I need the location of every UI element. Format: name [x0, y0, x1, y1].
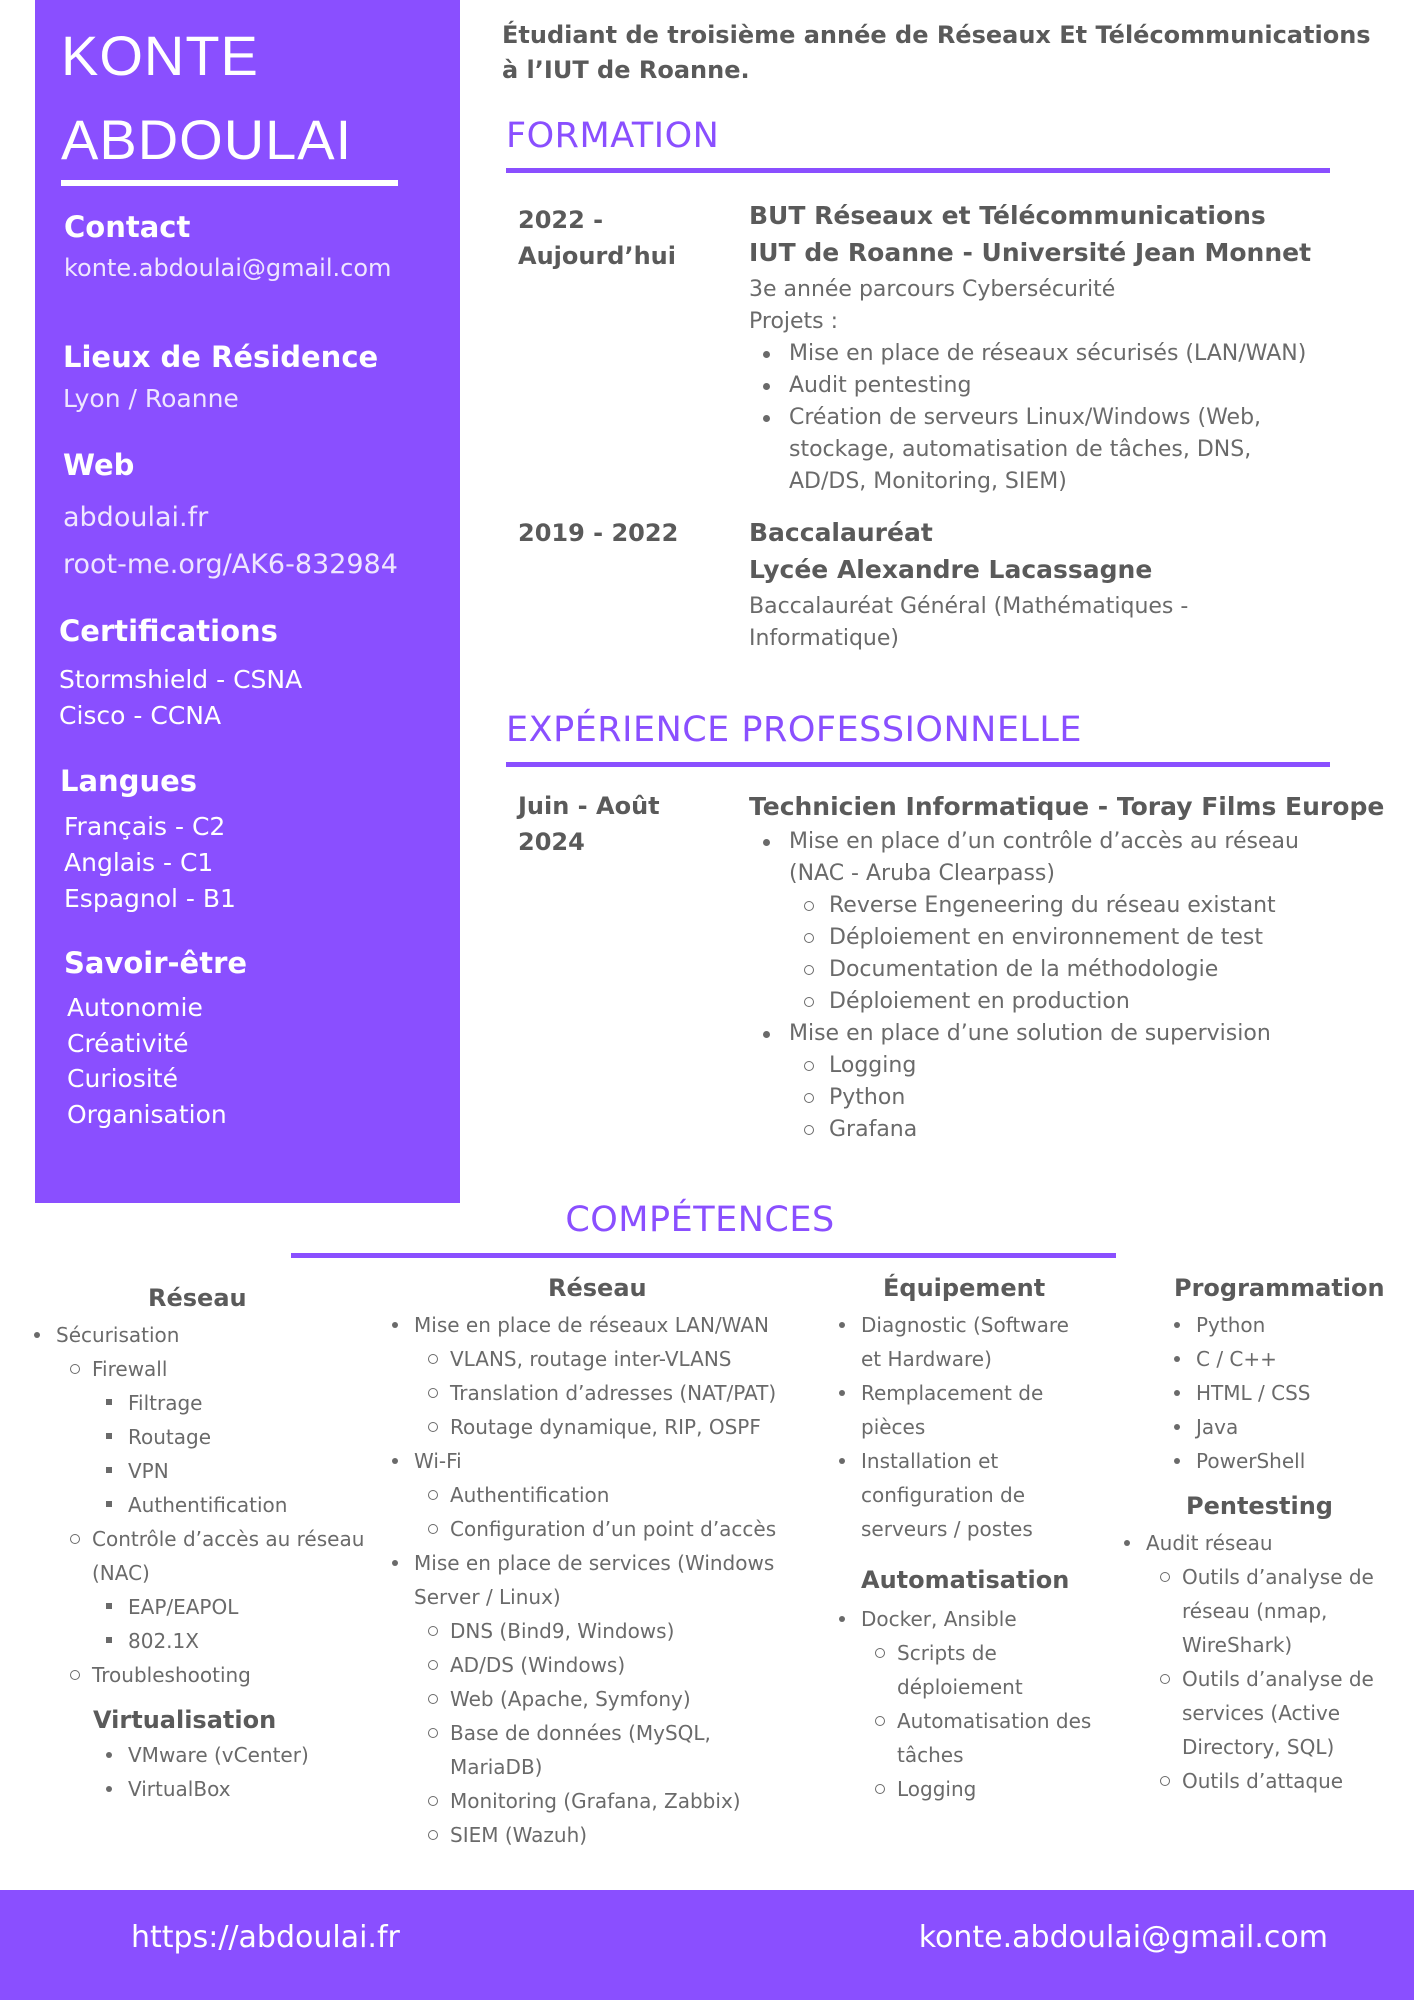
list-item [414, 1308, 806, 1444]
pentesting-title: Pentesting [1186, 1492, 1333, 1520]
list-item-text: Mise en place d’un contrôle d’accès au réseau (NAC - Aruba Clearpass) [789, 829, 1299, 886]
sub-list [450, 1342, 806, 1444]
formation-rule [506, 168, 1330, 173]
list-item-text: Wi-Fi [414, 1449, 462, 1473]
candidate-name [61, 14, 352, 182]
formation-entry-2 [749, 514, 1349, 655]
sub-list-item: Déploiement en environnement de test [829, 922, 1309, 954]
col-title: Réseau [548, 1274, 647, 1302]
sub-list [450, 1478, 806, 1546]
entry-desc: Baccalauréat Général (Mathématiques - Informatique) [749, 594, 1189, 651]
pentesting-list [1146, 1526, 1388, 1798]
list-item: Remplacement de pièces [861, 1376, 1091, 1444]
entry-school: Lycée Alexandre Lacassagne [749, 555, 1153, 584]
date-line: 2024 [518, 828, 585, 856]
footer-email-link[interactable]: konte.abdoulai@gmail.com [918, 1920, 1328, 1955]
skills-col-network-security [28, 1282, 368, 1806]
contact-title: Contact [64, 210, 191, 244]
sub-list-item: Translation d’adresses (NAT/PAT) [450, 1376, 806, 1410]
experience-bullets [789, 826, 1389, 1146]
sub-list-item: Outils d’attaque [1182, 1764, 1382, 1798]
automation-title: Automatisation [861, 1566, 1070, 1594]
name-line-2: ABDOULAI [61, 108, 353, 171]
list-item: Diagnostic (Software et Hardware) [861, 1308, 1091, 1376]
language-item: Espagnol - B1 [64, 884, 236, 913]
experience-rule [506, 762, 1330, 767]
sub-sub-list [128, 1590, 372, 1658]
language-item: Anglais - C1 [64, 848, 214, 877]
sub-list-item: Grafana [829, 1114, 1389, 1146]
virtualisation-title: Virtualisation [93, 1706, 277, 1734]
soft-skill-item: Créativité [67, 1029, 189, 1058]
language-item: Français - C2 [64, 812, 226, 841]
entry-desc: Projets : [749, 309, 839, 334]
sub-list-item: Web (Apache, Symfony) [450, 1682, 784, 1716]
sub-list-item: Logging [829, 1050, 1389, 1082]
sub-list-item: Outils d’analyse de services (Active Directory, SQL) [1182, 1662, 1382, 1764]
sub-list-item: Base de données (MySQL, MariaDB) [450, 1716, 784, 1784]
list-item [414, 1444, 806, 1546]
sub-sub-list-item: 802.1X [128, 1624, 372, 1658]
skills-list [414, 1308, 806, 1852]
sub-sub-list-item: Filtrage [128, 1386, 368, 1420]
sub-list-item: Reverse Engeneering du réseau existant [829, 890, 1309, 922]
sub-list [92, 1352, 368, 1692]
experience-heading: EXPÉRIENCE PROFESSIONNELLE [506, 710, 1083, 750]
list-item: C / C++ [1196, 1342, 1388, 1376]
list-item [861, 1602, 1093, 1806]
list-item-text: Sécurisation [56, 1323, 180, 1347]
skills-list [56, 1318, 368, 1692]
col-title: Programmation [1174, 1274, 1385, 1302]
sub-list-item: Automatisation des tâches [897, 1704, 1097, 1772]
sub-list [829, 890, 1309, 1018]
formation-heading: FORMATION [506, 116, 720, 156]
virtualisation-list [128, 1738, 368, 1806]
list-item-text: Mise en place d’une solution de supervision [789, 1021, 1271, 1046]
contact-email[interactable]: konte.abdoulai@gmail.com [64, 254, 392, 282]
sub-list-item: Routage dynamique, RIP, OSPF [450, 1410, 806, 1444]
skills-rule [291, 1253, 1116, 1258]
sub-list-item [92, 1352, 368, 1522]
sub-list-item: Logging [897, 1772, 1097, 1806]
sub-sub-list-item: EAP/EAPOL [128, 1590, 372, 1624]
list-item [1146, 1526, 1388, 1798]
date-line: Juin - Août [518, 792, 660, 820]
date-line: 2022 - [518, 206, 604, 234]
sub-list-item: Déploiement en production [829, 986, 1309, 1018]
residence-title: Lieux de Résidence [63, 340, 379, 374]
sub-list-item: Scripts de déploiement [897, 1636, 1097, 1704]
sub-list [1182, 1560, 1382, 1798]
web-link-rootme[interactable]: root-me.org/AK6-832984 [63, 549, 398, 580]
sub-list-item: Documentation de la méthodologie [829, 954, 1309, 986]
experience-date [518, 788, 660, 860]
sub-sub-list [128, 1386, 368, 1522]
sidebar [35, 0, 460, 1203]
list-item: HTML / CSS [1196, 1376, 1388, 1410]
date-line: Aujourd’hui [518, 242, 676, 270]
sub-list-item: VLANS, routage inter-VLANS [450, 1342, 806, 1376]
list-item: Installation et configuration de serveurs / postes [861, 1444, 1091, 1546]
list-item-text: Firewall [92, 1357, 168, 1381]
skills-heading: COMPÉTENCES [565, 1200, 835, 1240]
soft-skill-item: Curiosité [67, 1064, 178, 1093]
web-title: Web [63, 448, 135, 482]
list-item: Mise en place de réseaux sécurisés (LAN/WAN) [789, 338, 1349, 370]
sub-list [829, 1050, 1389, 1146]
name-divider [61, 180, 398, 186]
soft-skill-item: Autonomie [67, 993, 203, 1022]
list-item: Création de serveurs Linux/Windows (Web, stockage, automatisation de tâches, DNS, AD/DS, Monitoring, SIEM) [789, 402, 1269, 498]
sub-list-item: Outils d’analyse de réseau (nmap, WireShark) [1182, 1560, 1382, 1662]
sub-list-item: Troubleshooting [92, 1658, 368, 1692]
list-item-text: Mise en place de réseaux LAN/WAN [414, 1313, 769, 1337]
skills-list [861, 1308, 1091, 1546]
skills-col-programming [1118, 1272, 1388, 1798]
skills-col-network-services [386, 1272, 806, 1852]
list-item-text: Docker, Ansible [861, 1607, 1017, 1631]
sub-sub-list-item: Routage [128, 1420, 368, 1454]
sub-list-item: AD/DS (Windows) [450, 1648, 784, 1682]
sub-list-item: DNS (Bind9, Windows) [450, 1614, 784, 1648]
languages-title: Langues [60, 764, 198, 798]
skills-col-equipment [833, 1272, 1093, 1806]
footer-website-link[interactable]: https://abdoulai.fr [131, 1920, 400, 1955]
programming-list [1196, 1308, 1388, 1478]
col-title: Réseau [148, 1284, 247, 1312]
list-item-text: Contrôle d’accès au réseau (NAC) [92, 1527, 365, 1585]
list-item-text: Audit réseau [1146, 1531, 1273, 1555]
list-item: Java [1196, 1410, 1388, 1444]
sub-list-item: Monitoring (Grafana, Zabbix) [450, 1784, 784, 1818]
sub-sub-list-item: Authentification [128, 1488, 368, 1522]
list-item [789, 1018, 1389, 1146]
list-item: Audit pentesting [789, 370, 1349, 402]
sub-list-item: SIEM (Wazuh) [450, 1818, 784, 1852]
entry-title: Baccalauréat [749, 518, 933, 547]
cert-item: Cisco - CCNA [59, 701, 222, 730]
formation-entry-1 [749, 197, 1349, 498]
sub-list-item: Configuration d’un point d’accès [450, 1512, 806, 1546]
automation-list [861, 1602, 1093, 1806]
col-title: Équipement [883, 1274, 1046, 1302]
sub-list [897, 1636, 1097, 1806]
list-item [56, 1318, 368, 1692]
list-item: PowerShell [1196, 1444, 1388, 1478]
certifications-title: Certifications [59, 614, 278, 648]
footer [0, 1890, 1414, 2000]
sub-sub-list-item: VPN [128, 1454, 368, 1488]
entry-bullets [789, 338, 1349, 498]
sub-list [450, 1614, 784, 1852]
list-item: VMware (vCenter) [128, 1738, 368, 1772]
entry-title: BUT Réseaux et Télécommunications [749, 201, 1266, 230]
sub-list-item: Python [829, 1082, 1389, 1114]
list-item: Python [1196, 1308, 1388, 1342]
intro-text: Étudiant de troisième année de Réseaux Et Télécommunications à l’IUT de Roanne. [502, 21, 1371, 84]
name-line-1: KONTE [61, 24, 259, 87]
list-item [789, 826, 1309, 1018]
sub-list-item [92, 1522, 372, 1658]
entry-school: IUT de Roanne - Université Jean Monnet [749, 238, 1312, 267]
entry-desc: 3e année parcours Cybersécurité [749, 277, 1116, 302]
list-item [414, 1546, 784, 1852]
cert-item: Stormshield - CSNA [59, 665, 303, 694]
formation-date-1 [518, 202, 676, 274]
sub-list-item: Authentification [450, 1478, 806, 1512]
residence-value: Lyon / Roanne [63, 384, 239, 413]
experience-entry [749, 788, 1389, 1146]
formation-date-2: 2019 - 2022 [518, 519, 679, 547]
web-link-site[interactable]: abdoulai.fr [63, 502, 209, 533]
list-item-text: Mise en place de services (Windows Server / Linux) [414, 1551, 775, 1609]
entry-title: Technicien Informatique - Toray Films Europe [749, 792, 1385, 821]
soft-skill-item: Organisation [67, 1100, 227, 1129]
soft-skills-title: Savoir-être [64, 946, 248, 980]
list-item: VirtualBox [128, 1772, 368, 1806]
